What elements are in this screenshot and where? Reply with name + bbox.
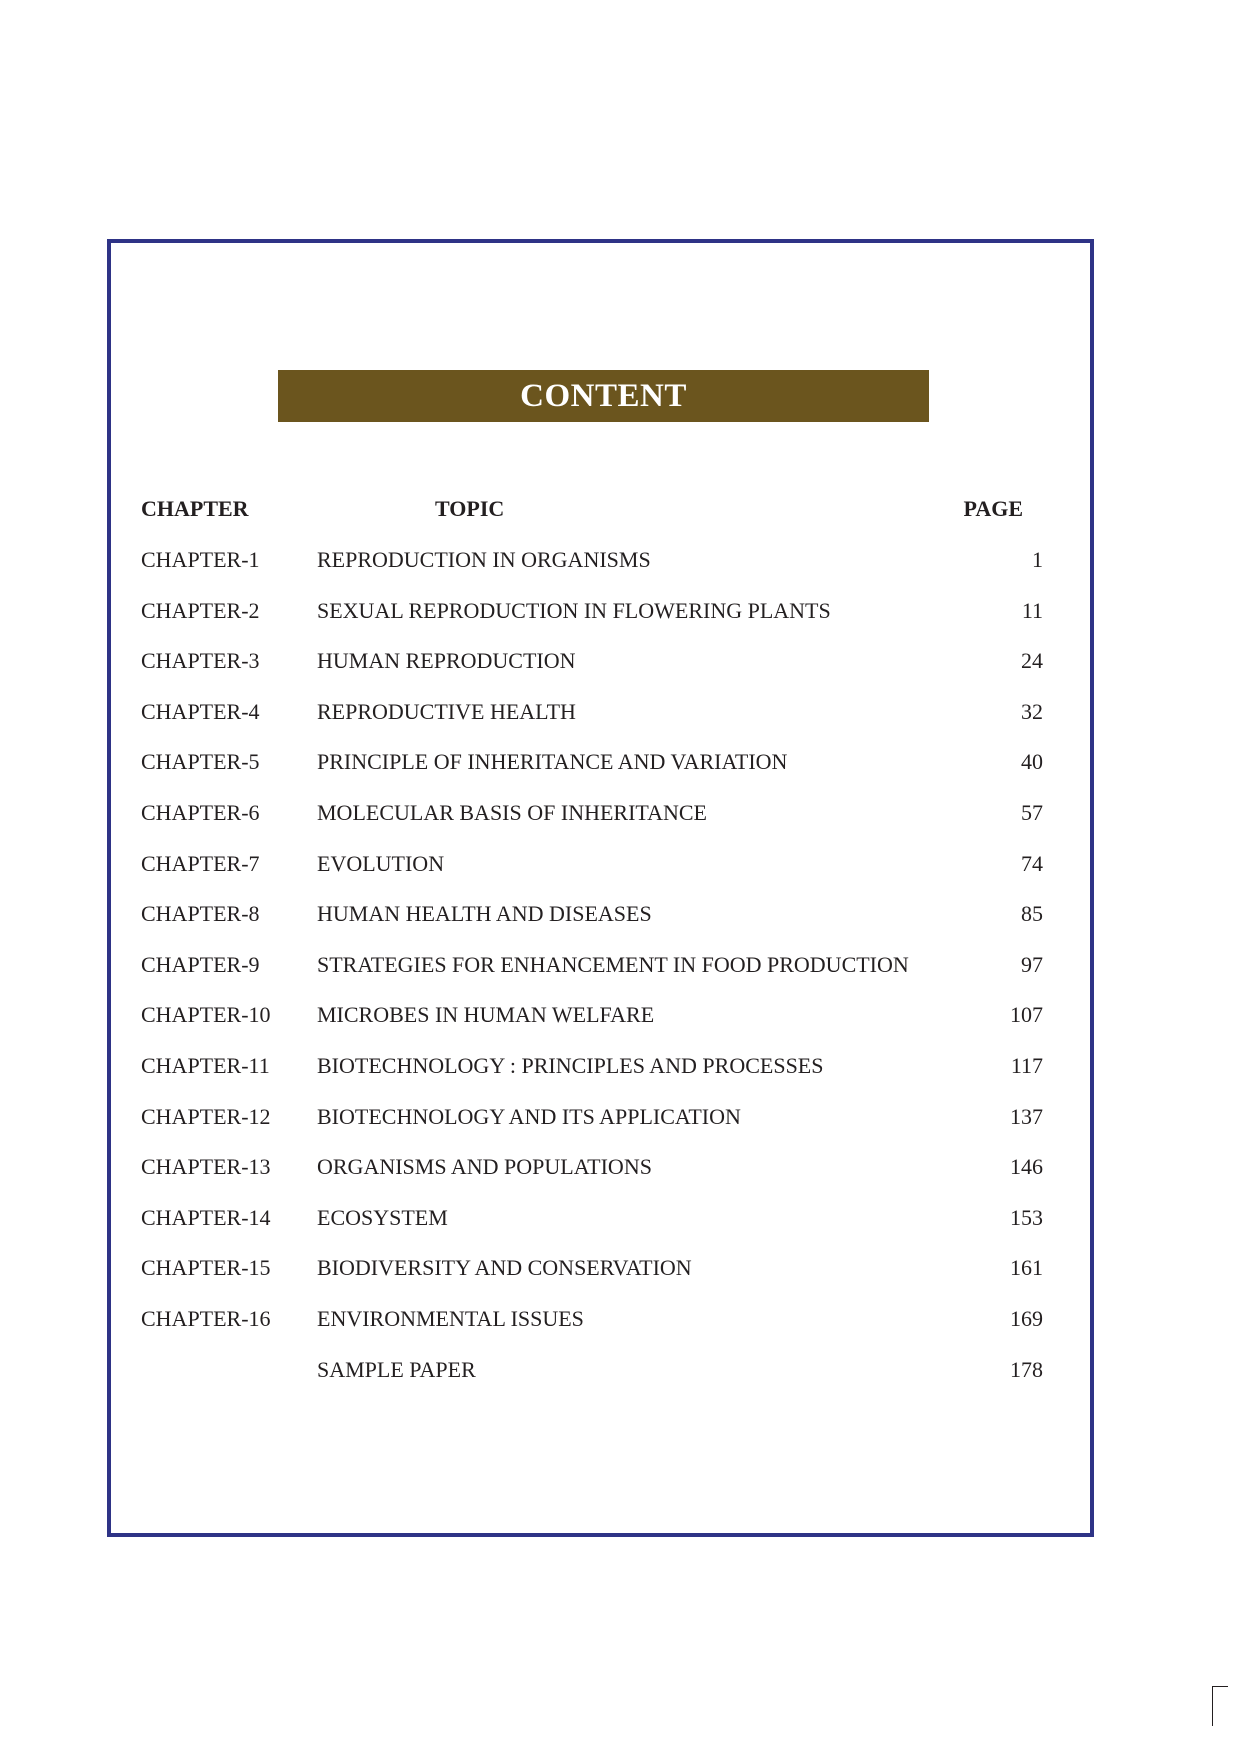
content-title: CONTENT (278, 370, 929, 422)
toc-page-number: 24 (1021, 648, 1043, 674)
toc-entry[interactable] (141, 844, 1043, 884)
toc-chapter-label: CHAPTER-6 (141, 800, 260, 825)
toc-page-number: 178 (1010, 1356, 1043, 1382)
toc-page-number: 85 (1021, 901, 1043, 927)
toc-topic-title: MICROBES IN HUMAN WELFARE (317, 1002, 655, 1028)
toc-entry[interactable] (141, 1198, 1043, 1238)
chapter-column-header: CHAPTER (141, 496, 249, 521)
toc-page-number: 161 (1010, 1255, 1043, 1281)
toc-entry[interactable] (141, 894, 1043, 934)
toc-page-number: 57 (1021, 800, 1043, 825)
toc-topic-title: BIOTECHNOLOGY AND ITS APPLICATION (317, 1103, 741, 1129)
toc-chapter-label: CHAPTER-2 (141, 597, 260, 623)
toc-entry[interactable] (141, 793, 1043, 833)
toc-entry[interactable] (141, 1147, 1043, 1187)
toc-entry[interactable] (141, 995, 1043, 1035)
toc-page-number: 32 (1021, 698, 1043, 724)
toc-chapter-label: CHAPTER-15 (141, 1255, 271, 1281)
toc-topic-title: REPRODUCTION IN ORGANISMS (317, 547, 651, 572)
toc-page-number: 117 (1010, 1053, 1043, 1078)
toc-page-number: 40 (1021, 749, 1043, 775)
toc-topic-title: SEXUAL REPRODUCTION IN FLOWERING PLANTS (317, 597, 831, 623)
toc-entry[interactable] (141, 945, 1043, 985)
toc-entry[interactable] (141, 1248, 1043, 1288)
toc-chapter-label: CHAPTER-16 (141, 1306, 271, 1331)
toc-page-number: 1 (1032, 547, 1043, 572)
toc-entry[interactable] (141, 540, 1043, 580)
toc-entry[interactable] (141, 742, 1043, 782)
crop-mark (1212, 1686, 1228, 1726)
toc-header-row (141, 489, 1043, 529)
toc-topic-title: MOLECULAR BASIS OF INHERITANCE (317, 800, 707, 825)
toc-entry[interactable] (141, 1350, 1043, 1390)
page-column-header: PAGE (963, 496, 1023, 521)
toc-chapter-label: CHAPTER-8 (141, 901, 260, 927)
toc-chapter-label: CHAPTER-4 (141, 698, 260, 724)
toc-chapter-label: CHAPTER-1 (141, 547, 260, 572)
toc-page-number: 146 (1010, 1154, 1043, 1180)
toc-chapter-label: CHAPTER-13 (141, 1154, 271, 1180)
toc-page-number: 107 (1010, 1002, 1043, 1028)
toc-topic-title: HUMAN HEALTH AND DISEASES (317, 901, 652, 927)
toc-topic-title: SAMPLE PAPER (317, 1356, 476, 1382)
toc-topic-title: ENVIRONMENTAL ISSUES (317, 1306, 584, 1331)
toc-entry[interactable] (141, 641, 1043, 681)
toc-topic-title: BIOTECHNOLOGY : PRINCIPLES AND PROCESSES (317, 1053, 824, 1078)
toc-entry[interactable] (141, 692, 1043, 732)
toc-chapter-label: CHAPTER-14 (141, 1204, 271, 1230)
toc-topic-title: ORGANISMS AND POPULATIONS (317, 1154, 652, 1180)
toc-page-number: 137 (1010, 1103, 1043, 1129)
toc-topic-title: HUMAN REPRODUCTION (317, 648, 576, 674)
toc-entry[interactable] (141, 591, 1043, 631)
toc-chapter-label: CHAPTER-5 (141, 749, 260, 775)
toc-chapter-label: CHAPTER-3 (141, 648, 260, 674)
toc-topic-title: REPRODUCTIVE HEALTH (317, 698, 576, 724)
toc-topic-title: EVOLUTION (317, 850, 445, 876)
toc-entry[interactable] (141, 1046, 1043, 1086)
toc-topic-title: PRINCIPLE OF INHERITANCE AND VARIATION (317, 749, 788, 775)
toc-chapter-label: CHAPTER-12 (141, 1103, 271, 1129)
toc-page-number: 169 (1010, 1306, 1043, 1331)
topic-column-header: TOPIC (435, 496, 505, 521)
toc-chapter-label: CHAPTER-9 (141, 951, 260, 977)
toc-page-number: 97 (1021, 951, 1043, 977)
toc-topic-title: BIODIVERSITY AND CONSERVATION (317, 1255, 692, 1281)
toc-topic-title: STRATEGIES FOR ENHANCEMENT IN FOOD PRODUCTION (317, 951, 909, 977)
toc-page-number: 11 (1021, 597, 1043, 623)
page-border-frame (107, 239, 1094, 1537)
toc-entry[interactable] (141, 1299, 1043, 1339)
toc-chapter-label: CHAPTER-11 (141, 1053, 270, 1078)
toc-page-number: 74 (1021, 850, 1043, 876)
toc-chapter-label: CHAPTER-7 (141, 850, 260, 876)
toc-entry[interactable] (141, 1097, 1043, 1137)
toc-chapter-label: CHAPTER-10 (141, 1002, 271, 1028)
toc-page-number: 153 (1010, 1204, 1043, 1230)
toc-topic-title: ECOSYSTEM (317, 1204, 448, 1230)
